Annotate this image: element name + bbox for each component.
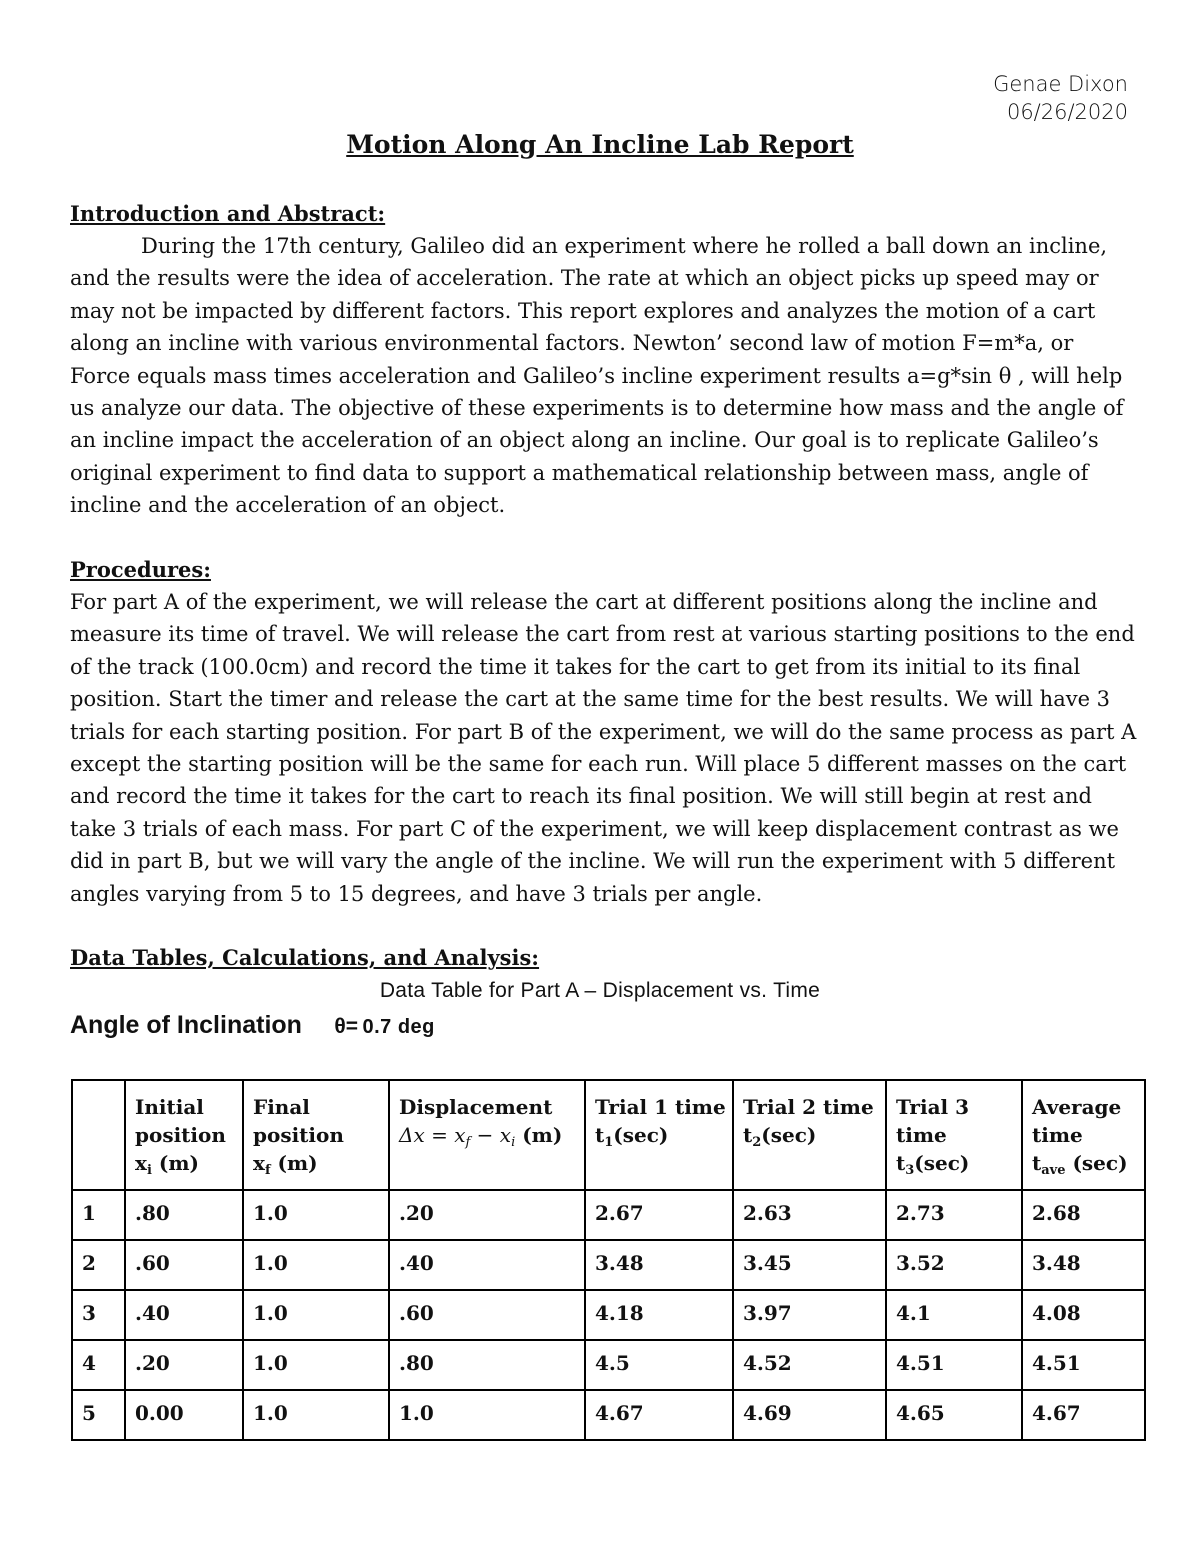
table-cell-average-time: 2.68 [1022, 1190, 1145, 1240]
table-cell-trial-3-time: 3.52 [886, 1240, 1022, 1290]
table-cell-trial-2-time: 4.52 [733, 1340, 886, 1390]
header-cell-average-time: Average time $t_{ave}$ (sec) [1022, 1080, 1145, 1190]
angle-label: Angle of Inclination [70, 1011, 302, 1039]
header-cell-trial-2-time: Trial 2 time $t_2(\sec)$ [733, 1080, 886, 1190]
table-cell-trial-3-time: 4.65 [886, 1390, 1022, 1440]
table-cell-trial-3-time: 4.51 [886, 1340, 1022, 1390]
angle-symbol: θ= [334, 1015, 359, 1038]
table-cell-trial-2-time: 3.45 [733, 1240, 886, 1290]
table-cell-final-position: 1.0 [243, 1340, 389, 1390]
table-cell-initial-position: 0.00 [125, 1390, 243, 1440]
table-cell-final-position: 1.0 [243, 1240, 389, 1290]
table-cell-trial-1-time: 4.67 [585, 1390, 733, 1440]
row-index-cell: 3 [72, 1290, 125, 1340]
table-row [72, 1290, 1145, 1340]
header-cell-initial-position: Initial position $x_i$ (m) [125, 1080, 243, 1190]
table-cell-trial-2-time: 3.97 [733, 1290, 886, 1340]
table-cell-initial-position: .20 [125, 1340, 243, 1390]
intro-heading: Introduction and Abstract: [70, 201, 386, 226]
row-index-cell: 1 [72, 1190, 125, 1240]
intro-paragraph: During the 17th century, Galileo did an experiment where he rolled a ball down an incline, and the results were the idea of acceleration. The rate at which an object picks up speed may or may not be impacted by different factors. This report explores and analyzes the motion of a cart along an incline with various environmental factors. Newton’ second law of motion F=m*a, or Force equals mass times acceleration and Galileo’s incline experiment results a=g*sin θ , will help us analyze our data. The objective of these experiments is to determine how mass and the angle of an incline impact the acceleration of an object along an incline. Our goal is to replicate Galileo’s original experiment to find data to support a mathematical relationship between mass, angle of incline and the acceleration of an object. [70, 234, 1124, 518]
table-cell-trial-1-time: 2.67 [585, 1190, 733, 1240]
header-cell-displacement: Displacement $\Delta x = x_f - x_i$ (m) [389, 1080, 585, 1190]
table-cell-trial-2-time: 4.69 [733, 1390, 886, 1440]
report-title: Motion Along An Incline Lab Report [346, 130, 854, 159]
report-date: 06/26/2020 [1006, 100, 1128, 124]
angle-of-inclination [70, 1011, 435, 1040]
table-cell-displacement: .20 [389, 1190, 585, 1240]
procedures-heading: Procedures: [70, 557, 211, 582]
table-cell-average-time: 3.48 [1022, 1240, 1145, 1290]
table-cell-trial-1-time: 3.48 [585, 1240, 733, 1290]
table-cell-trial-1-time: 4.5 [585, 1340, 733, 1390]
table-cell-trial-2-time: 2.63 [733, 1190, 886, 1240]
table-cell-average-time: 4.51 [1022, 1340, 1145, 1390]
table-cell-initial-position: .80 [125, 1190, 243, 1240]
table-row [72, 1240, 1145, 1290]
table-cell-average-time: 4.08 [1022, 1290, 1145, 1340]
table-cell-initial-position: .40 [125, 1290, 243, 1340]
procedures-paragraph: For part A of the experiment, we will release the cart at different positions along the incline and measure its time of travel. We will release the cart from rest at various starting positions to the end of the track (100.0cm) and record the time it takes for the cart to get from its initial to its final position. Start the timer and release the cart at the same time for the best results. We will have 3 trials for each starting position. For part B of the experiment, we will do the same process as part A except the starting position will be the same for each run. Will place 5 different masses on the cart and record the time it takes for the cart to reach its final position. We will still begin at rest and take 3 trials of each mass. For part C of the experiment, we will keep displacement contrast as we did in part B, but we will vary the angle of the incline. We will run the experiment with 5 different angles varying from 5 to 15 degrees, and have 3 trials per angle. [70, 590, 1137, 906]
row-index-cell: 5 [72, 1390, 125, 1440]
table-header-row [72, 1080, 1145, 1190]
table-body [72, 1190, 1145, 1440]
table-row [72, 1390, 1145, 1440]
data-table-part-a [71, 1079, 1146, 1441]
table-cell-final-position: 1.0 [243, 1190, 389, 1240]
row-index-cell: 4 [72, 1340, 125, 1390]
table-cell-trial-1-time: 4.18 [585, 1290, 733, 1340]
table-cell-final-position: 1.0 [243, 1290, 389, 1340]
row-index-cell: 2 [72, 1240, 125, 1290]
table-cell-displacement: .60 [389, 1290, 585, 1340]
author-block [993, 70, 1128, 126]
author-name: Genae Dixon [993, 72, 1128, 96]
header-cell-trial-1-time: Trial 1 time $t_1(\sec)$ [585, 1080, 733, 1190]
table-caption: Data Table for Part A – Displacement vs. Time [379, 979, 821, 1002]
table-cell-displacement: .80 [389, 1340, 585, 1390]
table-cell-trial-3-time: 4.1 [886, 1290, 1022, 1340]
angle-value: 0.7 deg [362, 1016, 435, 1038]
table-cell-displacement: 1.0 [389, 1390, 585, 1440]
header-cell-final-position: Final position $x_f$ (m) [243, 1080, 389, 1190]
table-cell-average-time: 4.67 [1022, 1390, 1145, 1440]
header-cell-index [72, 1080, 125, 1190]
table-cell-displacement: .40 [389, 1240, 585, 1290]
table-cell-final-position: 1.0 [243, 1390, 389, 1440]
analysis-heading: Data Tables, Calculations, and Analysis: [70, 945, 540, 970]
table-cell-initial-position: .60 [125, 1240, 243, 1290]
header-cell-trial-3-time: Trial 3 time $t_3(\sec)$ [886, 1080, 1022, 1190]
table-cell-trial-3-time: 2.73 [886, 1190, 1022, 1240]
table-row [72, 1340, 1145, 1390]
table-row [72, 1190, 1145, 1240]
